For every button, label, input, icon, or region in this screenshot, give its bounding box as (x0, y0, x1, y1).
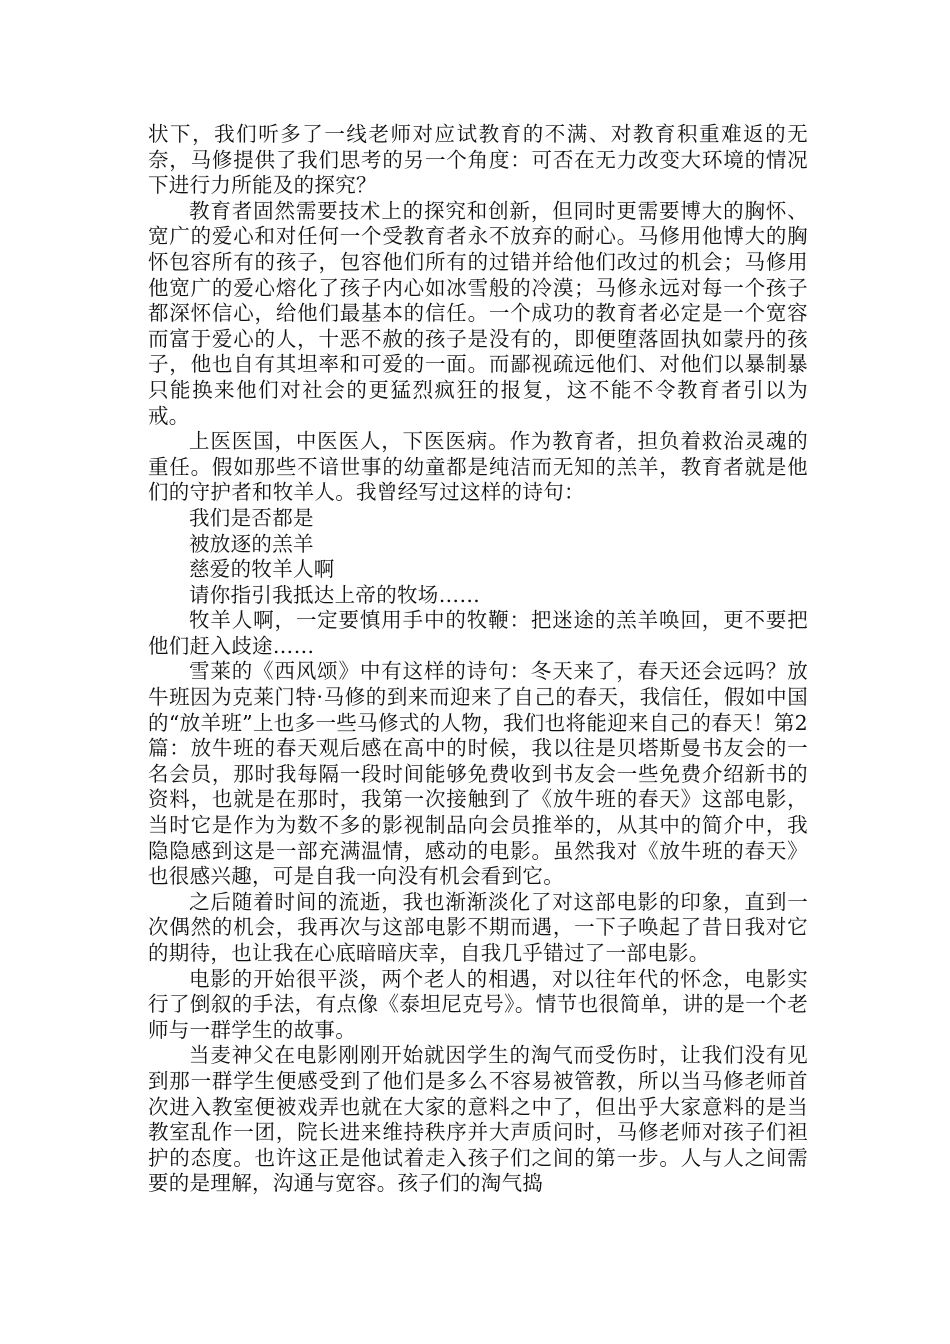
paragraph-6: 之后随着时间的流逝，我也渐渐淡化了对这部电影的印象，直到一次偶然的机会，我再次与这部电影不期而遇，一下子唤起了昔日我对它的期待，也让我在心底暗暗庆幸，自我几乎错过了一部电影。 (148, 889, 808, 965)
poem-line-4: 请你指引我抵达上帝的牧场…… (189, 582, 481, 607)
poem-line-1: 我们是否都是 (189, 505, 314, 530)
paragraph-3: 上医医国，中医医人，下医医病。作为教育者，担负着救治灵魂的重任。假如那些不谙世事的幼童都是纯洁而无知的羔羊，教育者就是他们的守护者和牧羊人。我曾经写过这样的诗句： (148, 429, 808, 505)
poem-line-3: 慈爱的牧羊人啊 (189, 557, 335, 582)
document-body (148, 122, 808, 1197)
paragraph-1: 状下，我们听多了一线老师对应试教育的不满、对教育积重难返的无奈，马修提供了我们思考的另一个角度：可否在无力改变大环境的情况下进行力所能及的探究？ (148, 122, 808, 198)
poem-line-2: 被放逐的羔羊 (189, 531, 314, 556)
paragraph-2: 教育者固然需要技术上的探究和创新，但同时更需要博大的胸怀、宽广的爱心和对任何一个受教育者永不放弃的耐心。马修用他博大的胸怀包容所有的孩子，包容他们所有的过错并给他们改过的机会；马修用他宽广的爱心熔化了孩子内心如冰雪般的冷漠；马修永远对每一个孩子都深怀信心，给他们最基本的信任。一个成功的教育者必定是一个宽容而富于爱心的人，十恶不赦的孩子是没有的，即便堕落固执如蒙丹的孩子，他也自有其坦率和可爱的一面。而鄙视疏远他们、对他们以暴制暴只能换来他们对社会的更猛烈疯狂的报复，这不能不令教育者引以为戒。 (148, 198, 808, 428)
paragraph-8: 当麦神父在电影刚刚开始就因学生的淘气而受伤时，让我们没有见到那一群学生便感受到了他们是多么不容易被管教，所以当马修老师首次进入教室便被戏弄也就在大家的意料之中了，但出乎大家意料的是当教室乱作一团，院长进来维持秩序并大声质问时，马修老师对孩子们袒护的态度。也许这正是他试着走入孩子们之间的第一步。人与人之间需要的是理解，沟通与宽容。孩子们的淘气捣 (148, 1043, 808, 1196)
paragraph-7: 电影的开始很平淡，两个老人的相遇，对以往年代的怀念，电影实行了倒叙的手法，有点像《泰坦尼克号》。情节也很简单，讲的是一个老师与一群学生的故事。 (148, 966, 808, 1042)
paragraph-4: 牧羊人啊，一定要慎用手中的牧鞭：把迷途的羔羊唤回，更不要把他们赶入歧途…… (148, 608, 808, 658)
paragraph-5: 雪莱的《西风颂》中有这样的诗句：冬天来了，春天还会远吗？放牛班因为克莱门特·马修的到来而迎来了自己的春天，我信任，假如中国的“放羊班”上也多一些马修式的人物，我们也将能迎来自己的春天！第2篇：放牛班的春天观后感在高中的时候，我以往是贝塔斯曼书友会的一名会员，那时我每隔一段时间能够免费收到书友会一些免费介绍新书的资料，也就是在那时，我第一次接触到了《放牛班的春天》这部电影，当时它是作为为数不多的影视制品向会员推举的，从其中的简介中，我隐隐感到这是一部充满温情，感动的电影。虽然我对《放牛班的春天》也很感兴趣，可是自我一向没有机会看到它。 (148, 659, 808, 889)
